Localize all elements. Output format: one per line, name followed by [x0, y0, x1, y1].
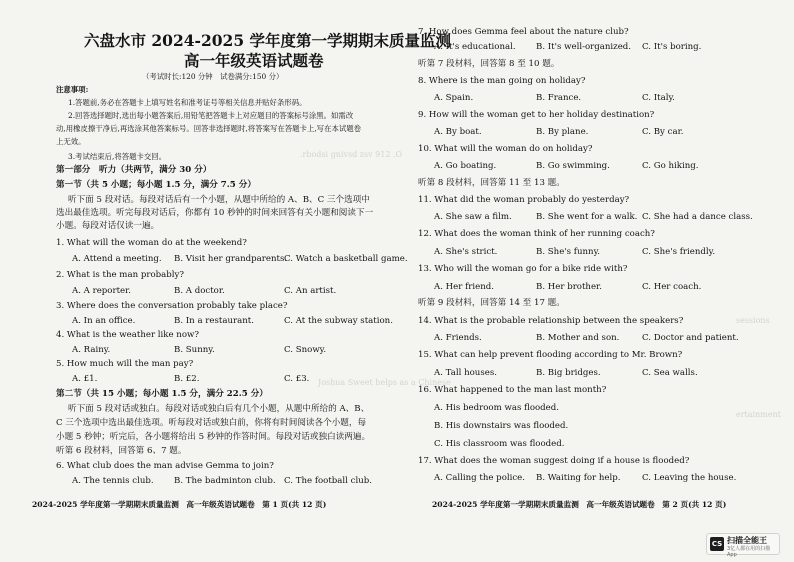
- question-stem: 5. How much will the man pay?: [56, 359, 194, 369]
- option-c: C. At the subway station.: [284, 316, 393, 326]
- option-b: B. She's funny.: [536, 247, 601, 257]
- notice-line: 3.考试结束后,将答题卡交回。: [68, 152, 167, 161]
- exam-page-1: [32, 0, 452, 562]
- exam-page-2: [418, 0, 774, 562]
- option-c: C. An artist.: [284, 286, 337, 296]
- option-b: B. The badminton club.: [174, 476, 276, 486]
- part-one-heading: 第一部分 听力（共两节，满分 30 分）: [56, 165, 212, 175]
- bleed-through-text: Joshua Sweet helps as a Chinese: [318, 378, 451, 387]
- option-c: C. It's boring.: [642, 42, 702, 52]
- question-stem: 8. Where is the man going on holiday?: [418, 76, 586, 86]
- option-c: C. Snowy.: [284, 345, 327, 355]
- section-one-heading: 第一节（共 5 小题；每小题 1.5 分，满分 7.5 分）: [56, 180, 256, 190]
- question-stem: 11. What did the woman probably do yesterday?: [418, 195, 630, 205]
- option-b: B. She went for a walk.: [536, 212, 638, 222]
- bleed-through-text: ertainment: [736, 410, 781, 419]
- notice-line: 2.回答选择题时,选出每小题答案后,用铅笔把答题卡上对应题目的答案标号涂黑。如需改: [68, 111, 354, 120]
- question-stem: 13. Who will the woman go for a bike ride with?: [418, 264, 628, 274]
- option-b: B. Sunny.: [174, 345, 215, 355]
- option-c: C. She's friendly.: [642, 247, 716, 257]
- option-b: B. It's well-organized.: [536, 42, 632, 52]
- option-a: A. Her friend.: [434, 282, 494, 292]
- option-b: B. Big bridges.: [536, 368, 601, 378]
- option-b: B. Go swimming.: [536, 161, 610, 171]
- option-b: B. £2.: [174, 374, 200, 384]
- option-a: A. A reporter.: [72, 286, 132, 296]
- option-c: C. By car.: [642, 127, 684, 137]
- option-c: C. The football club.: [284, 476, 372, 486]
- question-stem: 6. What club does the man advise Gemma to join?: [56, 461, 274, 471]
- section-instructions: 听下面 5 段对话。每段对话后有一个小题，从题中所给的 A、B、C 三个选项中: [68, 195, 370, 205]
- notice-line: 动,用橡皮擦干净后,再选涂其他答案标号。回答非选择题时,将答案写在答题卡上,写在本试题卷: [56, 124, 362, 133]
- section-instructions: 听下面 5 段对话或独白。每段对话或独白后有几个小题，从题中所给的 A、B、: [68, 404, 370, 414]
- section-instructions: 小题。每段对话仅读一遍。: [56, 221, 160, 231]
- question-stem: 14. What is the probable relationship between the speakers?: [418, 316, 684, 326]
- question-stem: 2. What is the man probably?: [56, 270, 184, 280]
- scanner-app-name: 扫描全能王: [727, 536, 767, 545]
- option-b: B. In a restaurant.: [174, 316, 254, 326]
- option-c: C. Italy.: [642, 93, 675, 103]
- question-stem: 9. How will the woman get to her holiday destination?: [418, 110, 655, 120]
- page-footer: 2024-2025 学年度第一学期期末质量监测 高一年级英语试题卷 第 2 页(共 12 页): [432, 500, 727, 509]
- option-b: B. Mother and son.: [536, 333, 620, 343]
- question-stem: 3. Where does the conversation probably take place?: [56, 301, 288, 311]
- question-stem: 12. What does the woman think of her running coach?: [418, 229, 655, 239]
- question-stem: 10. What will the woman do on holiday?: [418, 144, 593, 154]
- option-a: A. Rainy.: [72, 345, 111, 355]
- question-stem: 1. What will the woman do at the weekend?: [56, 238, 247, 248]
- option-a: A. She's strict.: [434, 247, 498, 257]
- question-stem: 7. How does Gemma feel about the nature club?: [418, 27, 629, 37]
- question-stem: 4. What is the weather like now?: [56, 330, 199, 340]
- option-b: B. Waiting for help.: [536, 473, 621, 483]
- option-b: B. Her brother.: [536, 282, 602, 292]
- section-instructions: 小题 5 秒钟；听完后，各小题将给出 5 秒钟的作答时间。每段对话或独白读两遍。: [56, 432, 371, 442]
- question-stem: 16. What happened to the man last month?: [418, 385, 607, 395]
- option-a: A. His bedroom was flooded.: [434, 403, 559, 413]
- material-instruction: 听第 9 段材料，回答第 14 至 17 题。: [418, 298, 565, 308]
- option-c: C. Go hiking.: [642, 161, 699, 171]
- option-a: A. By boat.: [434, 127, 482, 137]
- option-c: C. His classroom was flooded.: [434, 439, 565, 449]
- option-a: A. Calling the police.: [434, 473, 525, 483]
- notice-heading: 注意事项:: [56, 85, 89, 94]
- option-c: C. Sea walls.: [642, 368, 698, 378]
- option-a: A. The tennis club.: [72, 476, 154, 486]
- option-b: B. By plane.: [536, 127, 589, 137]
- option-b: B. His downstairs was flooded.: [434, 421, 569, 431]
- option-a: A. Friends.: [434, 333, 482, 343]
- option-a: A. She saw a film.: [434, 212, 512, 222]
- scanner-watermark-badge: [706, 533, 780, 558]
- option-a: A. Go boating.: [434, 161, 497, 171]
- exam-info: （考试时长:120 分钟 试卷满分:150 分）: [142, 72, 284, 81]
- material-instruction: 听第 7 段材料，回答第 8 至 10 题。: [418, 59, 560, 69]
- option-c: C. Doctor and patient.: [642, 333, 739, 343]
- option-a: A. It's educational.: [434, 42, 516, 52]
- notice-line: 1.答题前,务必在答题卡上填写姓名和准考证号等相关信息并贴好条形码。: [68, 98, 307, 107]
- option-a: A. In an office.: [72, 316, 136, 326]
- option-b: B. France.: [536, 93, 582, 103]
- material-instruction: 听第 6 段材料，回答第 6、7 题。: [56, 446, 187, 456]
- option-c: C. She had a dance class.: [642, 212, 753, 222]
- bleed-through-text: sessions: [736, 316, 770, 325]
- scanner-app-tagline: 3亿人都在用的扫描App: [727, 546, 771, 558]
- section-instructions: C 三个选项中选出最佳选项。听每段对话或独白前，你将有时间阅读各个小题，每: [56, 418, 367, 428]
- option-c: C. Her coach.: [642, 282, 702, 292]
- option-b: B. A doctor.: [174, 286, 225, 296]
- scanner-logo-icon: CS: [710, 537, 724, 551]
- question-stem: 17. What does the woman suggest doing if a house is flooded?: [418, 456, 690, 466]
- bleed-through-text: .rbodsi gnivsd zsv 912 .O: [300, 150, 403, 159]
- option-a: A. Attend a meeting.: [72, 254, 162, 264]
- option-c: C. Watch a basketball game.: [284, 254, 408, 264]
- option-c: C. Leaving the house.: [642, 473, 737, 483]
- notice-line: 上无效。: [56, 137, 86, 146]
- exam-title: 六盘水市 2024-2025 学年度第一学期期末质量监测: [84, 31, 452, 50]
- question-stem: 15. What can help prevent flooding according to Mr. Brown?: [418, 350, 683, 360]
- material-instruction: 听第 8 段材料，回答第 11 至 13 题。: [418, 178, 565, 188]
- option-c: C. £3.: [284, 374, 310, 384]
- option-a: A. Spain.: [434, 93, 474, 103]
- page-footer: 2024-2025 学年度第一学期期末质量监测 高一年级英语试题卷 第 1 页(共 12 页): [32, 500, 327, 509]
- option-a: A. £1.: [72, 374, 98, 384]
- exam-subtitle: 高一年级英语试题卷: [184, 51, 324, 70]
- section-two-heading: 第二节（共 15 小题；每小题 1.5 分，满分 22.5 分）: [56, 389, 268, 399]
- option-b: B. Visit her grandparents.: [174, 254, 288, 264]
- section-instructions: 选出最佳选项。听完每段对话后，你都有 10 秒钟的时间来回答有关小题和阅读下一: [56, 208, 374, 218]
- option-a: A. Tall houses.: [434, 368, 497, 378]
